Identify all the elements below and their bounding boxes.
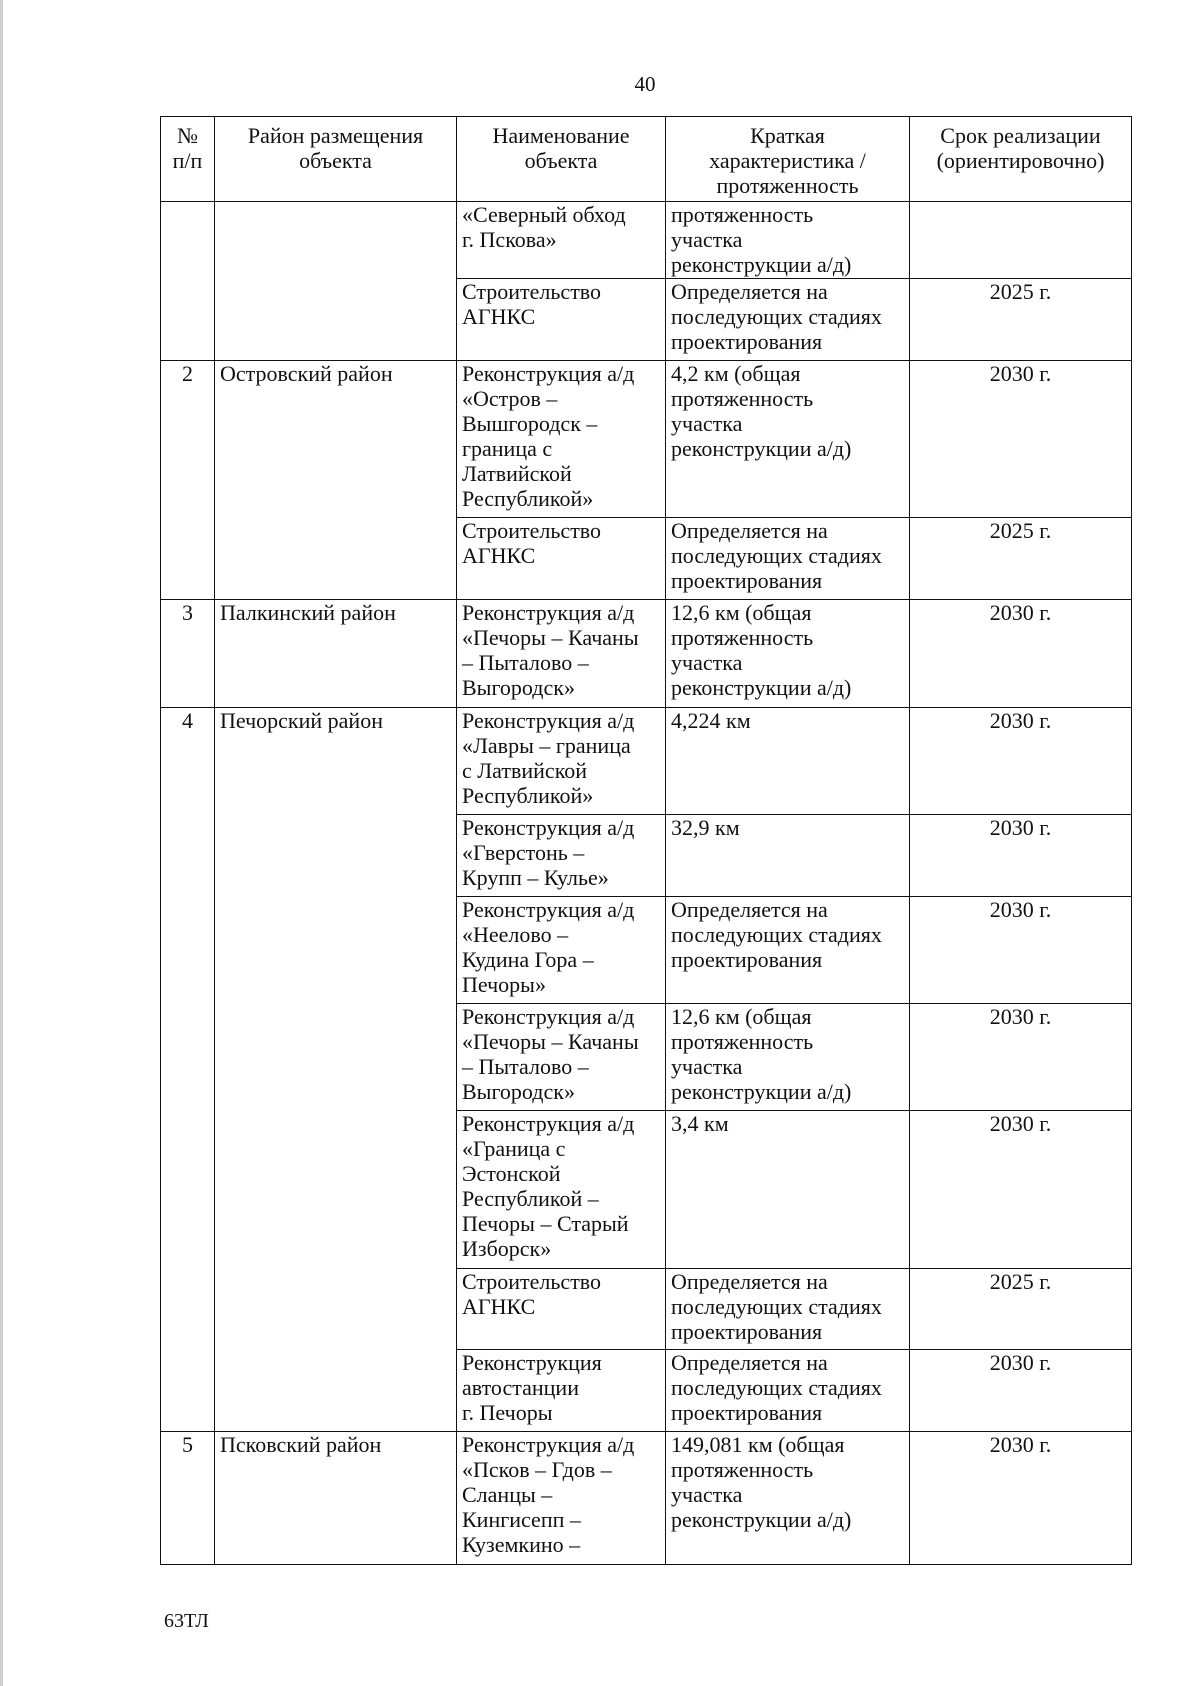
object-term: 2030 г.: [910, 1111, 1132, 1269]
object-characteristic: протяженность участка реконструкции а/д): [666, 202, 910, 279]
object-characteristic: 4,224 км: [666, 708, 910, 815]
object-name: Строительство АГНКС: [457, 1269, 666, 1350]
object-term: 2025 г.: [910, 518, 1132, 600]
object-name: Реконструкция а/д «Печоры – Качаны – Пыталово – Выгородск»: [457, 1004, 666, 1111]
object-term: 2030 г.: [910, 815, 1132, 897]
object-characteristic: 12,6 км (общая протяженность участка реконструкции а/д): [666, 1004, 910, 1111]
object-term: 2030 г.: [910, 1004, 1132, 1111]
scan-edge: [0, 0, 3, 1686]
object-term: 2030 г.: [910, 708, 1132, 815]
page-number: 40: [634, 72, 656, 96]
objects-table: [160, 116, 1132, 1565]
table-row: [161, 1432, 1132, 1565]
object-name: Реконструкция а/д «Гверстонь – Крупп – Кулье»: [457, 815, 666, 897]
object-name: Реконструкция а/д «Остров – Вышгородск – граница с Латвийской Республикой»: [457, 361, 666, 518]
object-term: 2030 г.: [910, 361, 1132, 518]
row-district: [215, 202, 457, 361]
object-name: Реконструкция а/д «Граница с Эстонской Республикой – Печоры – Старый Изборск»: [457, 1111, 666, 1269]
header-characteristic: Краткая характеристика / протяженность: [666, 117, 910, 202]
object-characteristic: 4,2 км (общая протяженность участка реконструкции а/д): [666, 361, 910, 518]
object-characteristic: Определяется на последующих стадиях проектирования: [666, 518, 910, 600]
object-name: Строительство АГНКС: [457, 518, 666, 600]
object-characteristic: Определяется на последующих стадиях проектирования: [666, 1269, 910, 1350]
table-row: [161, 708, 1132, 815]
row-number: 2: [161, 361, 215, 600]
object-term: [910, 202, 1132, 279]
row-district: Палкинский район: [215, 600, 457, 708]
row-district: Островский район: [215, 361, 457, 600]
object-characteristic: Определяется на последующих стадиях проектирования: [666, 279, 910, 361]
object-term: 2030 г.: [910, 1432, 1132, 1565]
header-term: Срок реализации (ориентировочно): [910, 117, 1132, 202]
table-row: [161, 202, 1132, 279]
object-name: Реконструкция автостанции г. Печоры: [457, 1350, 666, 1432]
header-object-name: Наименование объекта: [457, 117, 666, 202]
row-number: 3: [161, 600, 215, 708]
row-number: 5: [161, 1432, 215, 1565]
row-district: Печорский район: [215, 708, 457, 1432]
table-row: [161, 361, 1132, 518]
object-name: Реконструкция а/д «Псков – Гдов – Сланцы – Кингисепп – Куземкино –: [457, 1432, 666, 1565]
object-term: 2025 г.: [910, 1269, 1132, 1350]
object-term: 2030 г.: [910, 897, 1132, 1004]
object-name: Строительство АГНКС: [457, 279, 666, 361]
footer-code: 63ТЛ: [164, 1610, 209, 1632]
header-num: № п/п: [161, 117, 215, 202]
object-characteristic: 12,6 км (общая протяженность участка реконструкции а/д): [666, 600, 910, 708]
object-characteristic: 3,4 км: [666, 1111, 910, 1269]
object-name: Реконструкция а/д «Неелово – Кудина Гора – Печоры»: [457, 897, 666, 1004]
object-characteristic: 149,081 км (общая протяженность участка реконструкции а/д): [666, 1432, 910, 1565]
object-characteristic: Определяется на последующих стадиях проектирования: [666, 897, 910, 1004]
row-number: [161, 202, 215, 361]
table-header-row: [161, 117, 1132, 202]
object-name: Реконструкция а/д «Печоры – Качаны – Пыталово – Выгородск»: [457, 600, 666, 708]
table-row: [161, 600, 1132, 708]
object-term: 2030 г.: [910, 600, 1132, 708]
object-name: Реконструкция а/д «Лавры – граница с Латвийской Республикой»: [457, 708, 666, 815]
object-characteristic: Определяется на последующих стадиях проектирования: [666, 1350, 910, 1432]
row-number: 4: [161, 708, 215, 1432]
row-district: Псковский район: [215, 1432, 457, 1565]
object-name: «Северный обход г. Пскова»: [457, 202, 666, 279]
object-term: 2025 г.: [910, 279, 1132, 361]
object-term: 2030 г.: [910, 1350, 1132, 1432]
header-district: Район размещения объекта: [215, 117, 457, 202]
object-characteristic: 32,9 км: [666, 815, 910, 897]
